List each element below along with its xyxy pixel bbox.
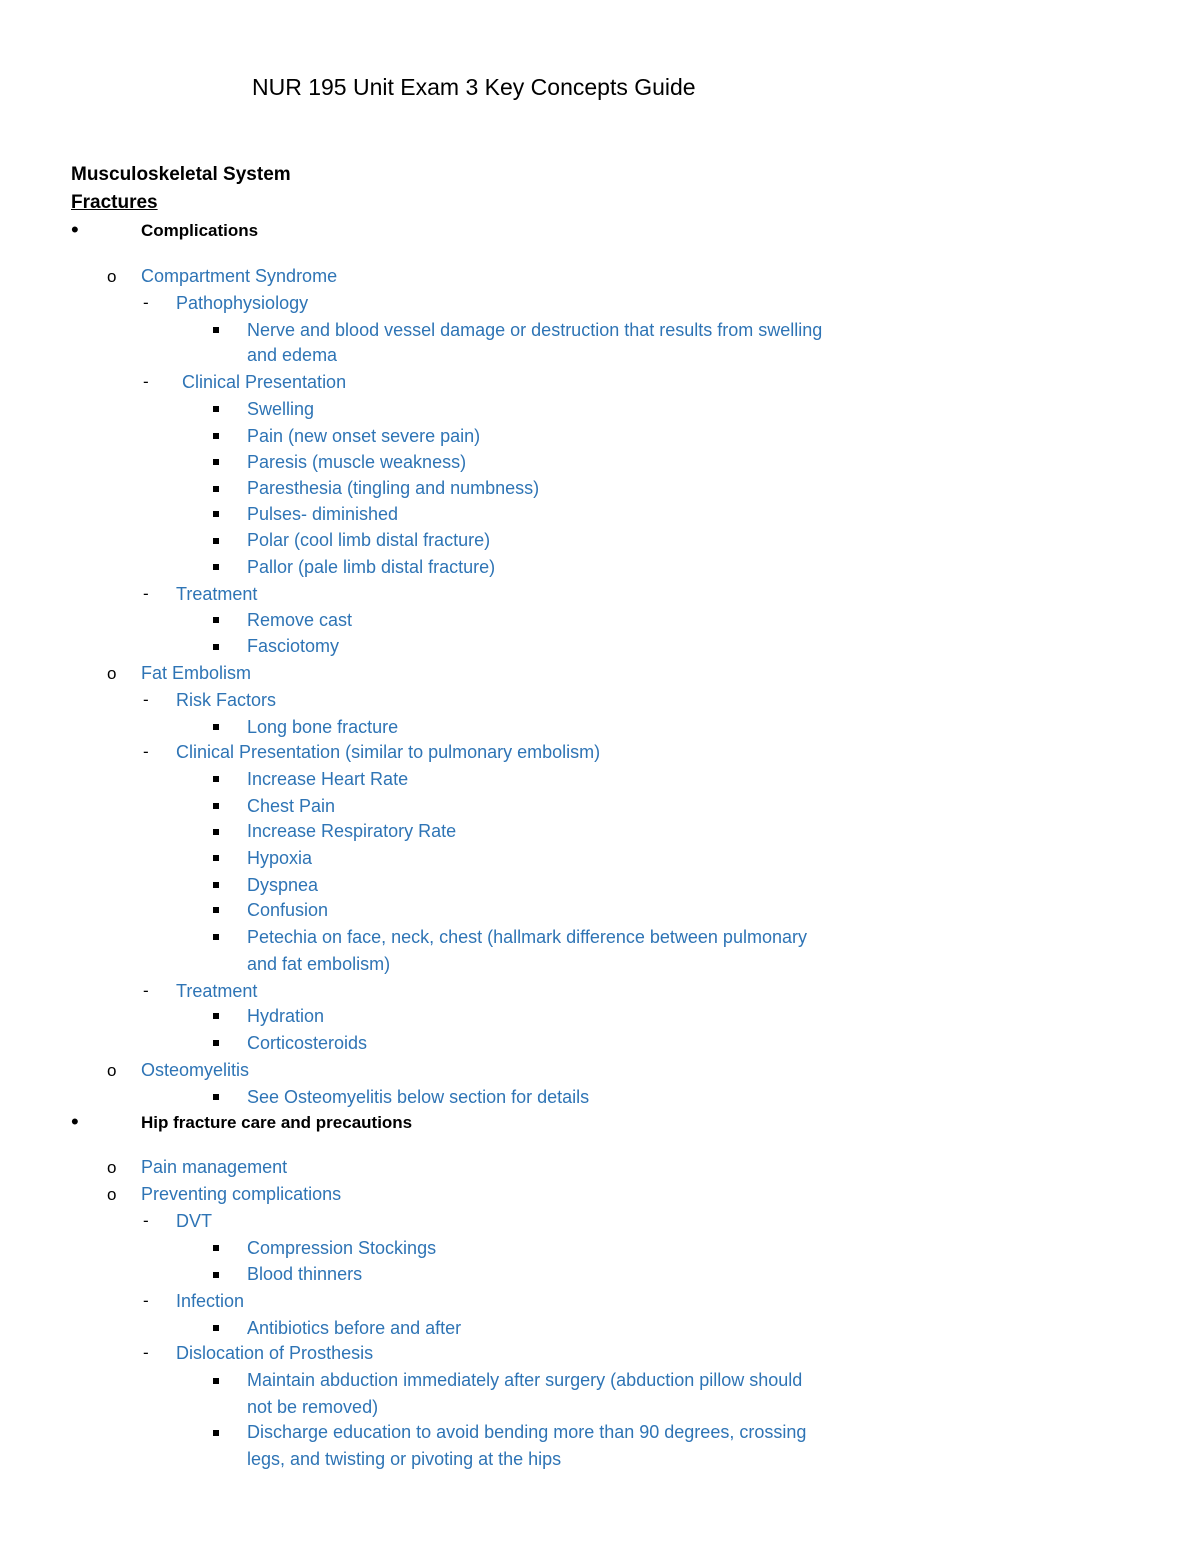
square-bullet [213, 855, 219, 861]
circle-marker: o [107, 267, 117, 286]
list-item-abduction-line2: not be removed) [247, 1397, 379, 1417]
square-bullet [213, 934, 219, 940]
document-title: NUR 195 Unit Exam 3 Key Concepts Guide [252, 74, 696, 100]
dash-marker: - [143, 372, 149, 391]
list-item-petechia-line2: and fat embolism) [247, 954, 391, 974]
list-item-resp-rate: Increase Respiratory Rate [247, 821, 457, 841]
circle-marker: o [107, 1158, 117, 1177]
list-item-confusion: Confusion [247, 900, 329, 920]
square-bullet [213, 644, 219, 650]
square-bullet [213, 1325, 219, 1331]
square-bullet [213, 829, 219, 835]
bullet-marker: • [71, 1109, 79, 1134]
circle-marker: o [107, 1185, 117, 1204]
dash-marker: - [143, 584, 149, 603]
square-bullet [213, 1094, 219, 1100]
list-item-fasciotomy: Fasciotomy [247, 636, 340, 656]
square-bullet [213, 1430, 219, 1436]
bullet-marker: • [71, 217, 79, 242]
list-item-complications: Complications [141, 221, 259, 240]
list-item-discharge-line1: Discharge education to avoid bending more than 90 degrees, crossing [247, 1422, 807, 1442]
square-bullet [213, 1013, 219, 1019]
list-item-treatment-fat: Treatment [176, 981, 258, 1001]
list-item-swelling: Swelling [247, 399, 315, 419]
dash-marker: - [143, 1291, 149, 1310]
list-item-antibiotics: Antibiotics before and after [247, 1318, 462, 1338]
square-bullet [213, 459, 219, 465]
list-item-compression: Compression Stockings [247, 1238, 437, 1258]
square-bullet [213, 327, 219, 333]
list-item-preventing: Preventing complications [141, 1184, 342, 1204]
list-item-heart-rate: Increase Heart Rate [247, 769, 409, 789]
list-item-treatment: Treatment [176, 584, 258, 604]
list-item-hypoxia: Hypoxia [247, 848, 313, 868]
square-bullet [213, 1272, 219, 1278]
list-item-pulses: Pulses- diminished [247, 504, 399, 524]
list-item-clinical: Clinical Presentation [182, 372, 347, 392]
list-item-compartment: Compartment Syndrome [141, 266, 338, 286]
list-item-fat-embolism: Fat Embolism [141, 663, 252, 683]
list-item-pain: Pain (new onset severe pain) [247, 426, 481, 446]
list-item-discharge-line2: legs, and twisting or pivoting at the hips [247, 1449, 562, 1469]
square-bullet [213, 486, 219, 492]
list-item-nerve-line2: and edema [247, 345, 338, 365]
square-bullet [213, 803, 219, 809]
list-item-infection: Infection [176, 1291, 245, 1311]
list-item-paresis: Paresis (muscle weakness) [247, 452, 467, 472]
square-bullet [213, 907, 219, 913]
list-item-clinical-fat: Clinical Presentation (similar to pulmonary embolism) [176, 742, 601, 762]
list-item-dislocation: Dislocation of Prosthesis [176, 1343, 374, 1363]
list-item-hydration: Hydration [247, 1006, 325, 1026]
list-item-dyspnea: Dyspnea [247, 875, 319, 895]
list-item-corticosteroids: Corticosteroids [247, 1033, 368, 1053]
list-item-see-osteo: See Osteomyelitis below section for details [247, 1087, 590, 1107]
list-item-pathophysiology: Pathophysiology [176, 293, 309, 313]
square-bullet [213, 564, 219, 570]
list-item-risk-factors: Risk Factors [176, 690, 277, 710]
square-bullet [213, 1040, 219, 1046]
list-item-osteomyelitis: Osteomyelitis [141, 1060, 250, 1080]
list-item-paresthesia: Paresthesia (tingling and numbness) [247, 478, 540, 498]
list-item-abduction-line1: Maintain abduction immediately after surgery (abduction pillow should [247, 1370, 803, 1390]
circle-marker: o [107, 1061, 117, 1080]
list-item-polar: Polar (cool limb distal fracture) [247, 530, 491, 550]
dash-marker: - [143, 981, 149, 1000]
square-bullet [213, 406, 219, 412]
square-bullet [213, 617, 219, 623]
list-item-nerve-line1: Nerve and blood vessel damage or destruction that results from swelling [247, 320, 823, 340]
list-item-blood-thinners: Blood thinners [247, 1264, 363, 1284]
dash-marker: - [143, 742, 149, 761]
dash-marker: - [143, 690, 149, 709]
list-item-hip-fracture: Hip fracture care and precautions [141, 1113, 413, 1132]
square-bullet [213, 538, 219, 544]
circle-marker: o [107, 664, 117, 683]
subsection-heading: Fractures [71, 192, 158, 213]
list-item-remove-cast: Remove cast [247, 610, 353, 630]
dash-marker: - [143, 1211, 149, 1230]
list-item-pallor: Pallor (pale limb distal fracture) [247, 557, 496, 577]
list-item-chest-pain: Chest Pain [247, 796, 336, 816]
square-bullet [213, 882, 219, 888]
section-heading: Musculoskeletal System [71, 164, 291, 185]
dash-marker: - [143, 1343, 149, 1362]
dash-marker: - [143, 293, 149, 312]
square-bullet [213, 1245, 219, 1251]
square-bullet [213, 776, 219, 782]
list-item-long-bone: Long bone fracture [247, 717, 399, 737]
square-bullet [213, 511, 219, 517]
square-bullet [213, 724, 219, 730]
square-bullet [213, 1378, 219, 1384]
list-item-petechia-line1: Petechia on face, neck, chest (hallmark difference between pulmonary [247, 927, 807, 947]
square-bullet [213, 433, 219, 439]
list-item-pain-management: Pain management [141, 1157, 288, 1177]
list-item-dvt: DVT [176, 1211, 212, 1231]
